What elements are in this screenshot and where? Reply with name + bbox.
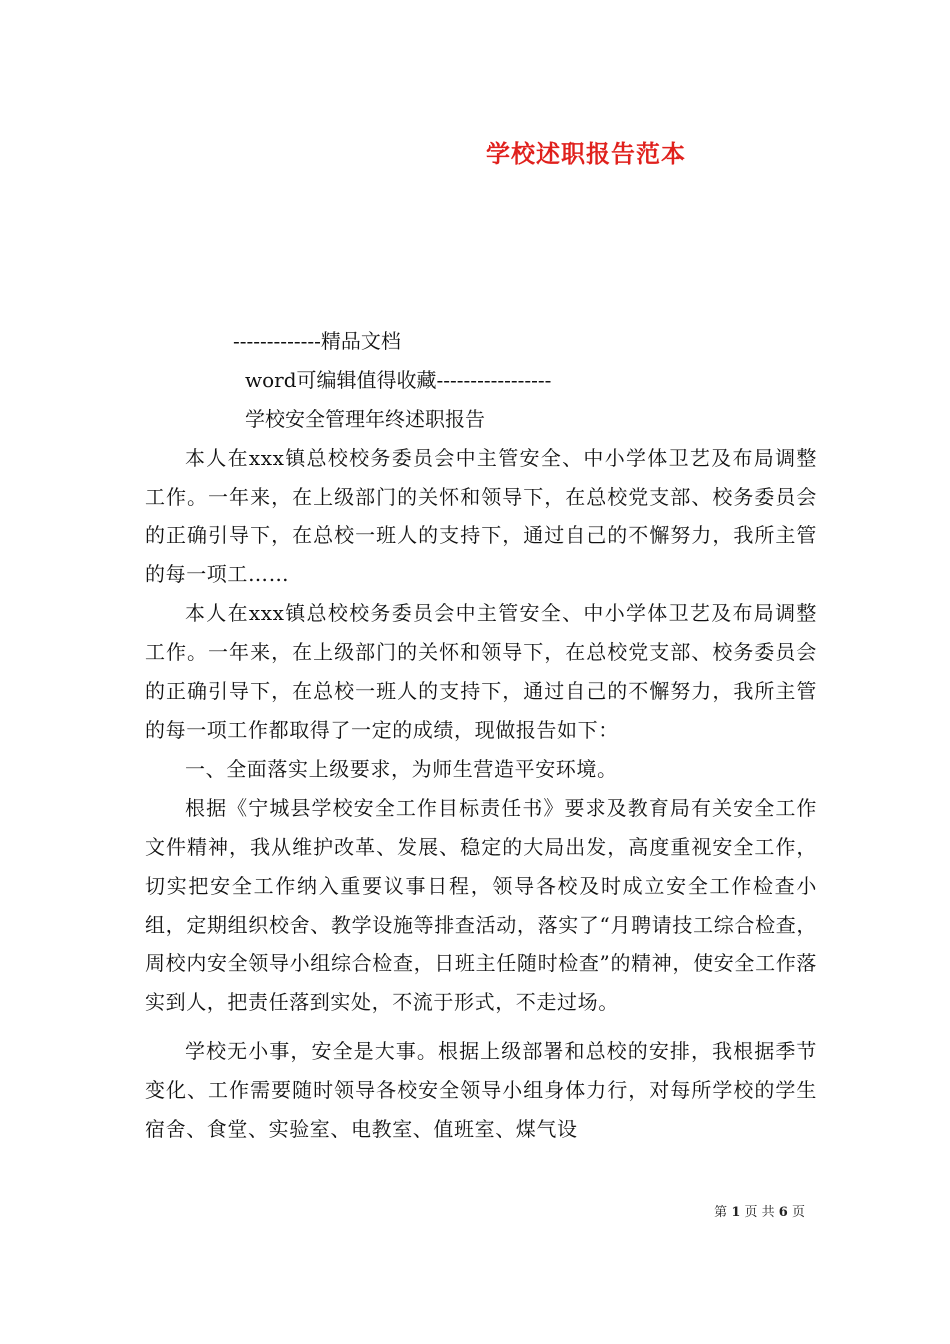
paragraph-intro-full: 本人在xxx镇总校校务委员会中主管安全、中小学体卫艺及布局调整工作。一年来，在上级部门的关怀和领导下，在总校党支部、校务委员会的正确引导下，在总校一班人的支持下，通过自己的不懈努力，我所主管的每一项工作都取得了一定的成绩，现做报告如下： xyxy=(145,601,817,743)
footer-total-pages: 6 xyxy=(778,1205,788,1220)
footer-page-number: 1 xyxy=(731,1205,741,1220)
footer-middle: 页 共 xyxy=(744,1205,775,1220)
page-footer xyxy=(714,1201,805,1220)
footer-suffix: 页 xyxy=(791,1205,805,1220)
header-line-1: -------------精品文档 xyxy=(233,329,401,353)
report-title: 学校安全管理年终述职报告 xyxy=(245,406,485,431)
paragraph-intro-excerpt: 本人在xxx镇总校校务委员会中主管安全、中小学体卫艺及布局调整工作。一年来，在上级部门的关怀和领导下，在总校党支部、校务委员会的正确引导下，在总校一班人的支持下，通过自己的不懈努力，我所主管的每一项工…… xyxy=(145,445,817,587)
document-title: 学校述职报告范本 xyxy=(486,139,686,168)
header-line-2: word可编辑值得收藏----------------- xyxy=(245,367,552,392)
footer-prefix: 第 xyxy=(714,1205,728,1220)
paragraph-gap xyxy=(145,1022,817,1032)
document-body xyxy=(145,322,817,1149)
paragraph-section-1-body: 根据《宁城县学校安全工作目标责任书》要求及教育局有关安全工作文件精神，我从维护改革、发展、稳定的大局出发，高度重视安全工作，切实把安全工作纳入重要议事日程，领导各校及时成立安全工作检查小组，定期组织校舍、教学设施等排查活动，落实了“月聘请技工综合检查，周校内安全领导小组综合检查，日班主任随时检查”的精神，使安全工作落实到人，把责任落到实处，不流于形式，不走过场。 xyxy=(145,795,817,1015)
paragraph-safety-inspection: 学校无小事，安全是大事。根据上级部署和总校的安排，我根据季节变化、工作需要随时领导各校安全领导小组身体力行，对每所学校的学生宿舍、食堂、实验室、电教室、值班室、煤气设 xyxy=(145,1039,817,1142)
section-heading-1: 一、全面落实上级要求，为师生营造平安环境。 xyxy=(185,756,618,781)
